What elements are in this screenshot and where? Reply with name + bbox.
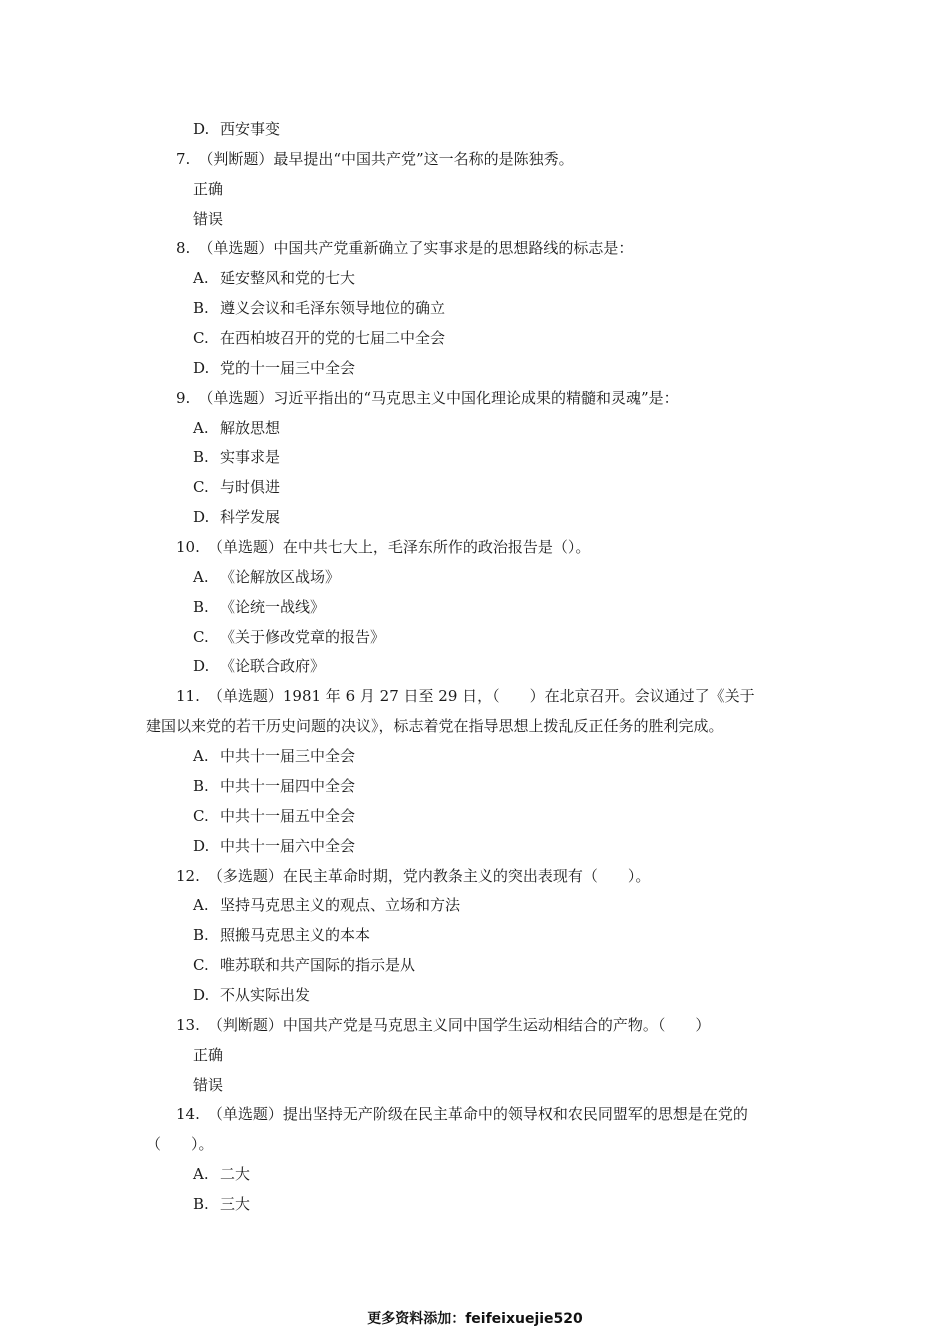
option-text: 中共十一届三中全会 bbox=[220, 747, 356, 765]
answer-option bbox=[193, 955, 415, 975]
option-letter: D. bbox=[193, 837, 210, 855]
question-text: （单选题）提出坚持无产阶级在民主革命中的领导权和农民同盟军的思想是在党的 bbox=[207, 1105, 748, 1123]
option-letter: B. bbox=[193, 448, 209, 466]
option-letter: D. bbox=[193, 508, 210, 526]
answer-option bbox=[193, 447, 280, 467]
option-text: 中共十一届四中全会 bbox=[220, 777, 356, 795]
question-text: （单选题）中国共产党重新确立了实事求是的思想路线的标志是： bbox=[198, 239, 634, 257]
option-letter: A. bbox=[193, 747, 209, 765]
option-letter: B. bbox=[193, 598, 209, 616]
option-letter: C. bbox=[193, 478, 209, 496]
option-text: 党的十一届三中全会 bbox=[220, 359, 356, 377]
answer-option bbox=[193, 268, 355, 288]
option-letter: D. bbox=[193, 657, 210, 675]
question-line bbox=[176, 1015, 710, 1035]
question-number: 7. bbox=[176, 150, 191, 168]
question-number: 11. bbox=[176, 687, 200, 705]
question-number: 10. bbox=[176, 538, 200, 556]
true-false-option: 正确 bbox=[193, 180, 224, 198]
true-false-option: 错误 bbox=[193, 1076, 224, 1094]
option-letter: D. bbox=[193, 986, 210, 1004]
question-text: （单选题）1981 年 6 月 27 日至 29 日，（ ）在北京召开。会议通过了《关于 bbox=[207, 687, 755, 705]
answer-option bbox=[193, 119, 280, 139]
true-false-option: 错误 bbox=[193, 210, 224, 228]
question-number: 9. bbox=[176, 389, 191, 407]
question-text: （单选题）习近平指出的“马克思主义中国化理论成果的精髓和灵魂”是： bbox=[198, 389, 679, 407]
true-false-option: 正确 bbox=[193, 1046, 224, 1064]
option-text: 照搬马克思主义的本本 bbox=[220, 926, 371, 944]
option-text: 中共十一届六中全会 bbox=[220, 837, 356, 855]
option-text: 《关于修改党章的报告》 bbox=[220, 628, 386, 646]
answer-option bbox=[193, 746, 355, 766]
answer-option bbox=[193, 358, 355, 378]
option-letter: C. bbox=[193, 807, 209, 825]
option-text: 西安事变 bbox=[220, 120, 281, 138]
option-letter: A. bbox=[193, 269, 209, 287]
option-text: 实事求是 bbox=[220, 448, 281, 466]
question-continuation: （ ）。 bbox=[146, 1135, 214, 1153]
question-text: （判断题）中国共产党是马克思主义同中国学生运动相结合的产物。（ ） bbox=[207, 1016, 711, 1034]
answer-option bbox=[193, 418, 280, 438]
option-text: 三大 bbox=[220, 1195, 251, 1213]
question-line bbox=[176, 238, 633, 258]
answer-option bbox=[193, 597, 325, 617]
question-line bbox=[176, 1104, 748, 1124]
option-letter: B. bbox=[193, 777, 209, 795]
option-letter: D. bbox=[193, 120, 210, 138]
question-number: 14. bbox=[176, 1105, 200, 1123]
option-letter: B. bbox=[193, 926, 209, 944]
option-text: 唯苏联和共产国际的指示是从 bbox=[220, 956, 416, 974]
option-letter: C. bbox=[193, 329, 209, 347]
question-line bbox=[176, 388, 679, 408]
footer-note: 更多资料添加：feifeixuejie520 bbox=[367, 1311, 583, 1327]
option-text: 《论解放区战场》 bbox=[220, 568, 341, 586]
question-text: （多选题）在民主革命时期，党内教条主义的突出表现有（ ）。 bbox=[207, 867, 651, 885]
answer-option bbox=[193, 477, 280, 497]
answer-option bbox=[193, 806, 355, 826]
option-letter: B. bbox=[193, 299, 209, 317]
option-text: 中共十一届五中全会 bbox=[220, 807, 356, 825]
question-line bbox=[176, 537, 590, 557]
option-letter: C. bbox=[193, 956, 209, 974]
answer-option bbox=[193, 627, 385, 647]
answer-option bbox=[193, 567, 340, 587]
option-letter: B. bbox=[193, 1195, 209, 1213]
option-text: 《论联合政府》 bbox=[220, 657, 326, 675]
option-text: 不从实际出发 bbox=[220, 986, 311, 1004]
option-text: 坚持马克思主义的观点、立场和方法 bbox=[220, 896, 461, 914]
option-text: 与时俱进 bbox=[220, 478, 281, 496]
option-text: 解放思想 bbox=[220, 419, 281, 437]
answer-option bbox=[193, 836, 355, 856]
question-text: （判断题）最早提出“中国共产党”这一名称的是陈独秀。 bbox=[198, 150, 574, 168]
option-text: 在西柏坡召开的党的七届二中全会 bbox=[220, 329, 446, 347]
answer-option bbox=[193, 1164, 250, 1184]
answer-option bbox=[193, 985, 310, 1005]
answer-option bbox=[193, 895, 460, 915]
option-letter: A. bbox=[193, 896, 209, 914]
answer-option bbox=[193, 298, 445, 318]
option-letter: D. bbox=[193, 359, 210, 377]
option-letter: A. bbox=[193, 1165, 209, 1183]
answer-option bbox=[193, 656, 325, 676]
question-number: 13. bbox=[176, 1016, 200, 1034]
option-text: 遵义会议和毛泽东领导地位的确立 bbox=[220, 299, 446, 317]
question-line bbox=[176, 686, 755, 706]
option-letter: C. bbox=[193, 628, 209, 646]
option-text: 科学发展 bbox=[220, 508, 281, 526]
option-letter: A. bbox=[193, 568, 209, 586]
option-text: 延安整风和党的七大 bbox=[220, 269, 356, 287]
answer-option bbox=[193, 507, 280, 527]
answer-option bbox=[193, 925, 370, 945]
answer-option bbox=[193, 776, 355, 796]
question-continuation: 建国以来党的若干历史问题的决议》，标志着党在指导思想上拨乱反正任务的胜利完成。 bbox=[146, 717, 724, 735]
option-text: 二大 bbox=[220, 1165, 251, 1183]
option-text: 《论统一战线》 bbox=[220, 598, 326, 616]
question-line bbox=[176, 149, 574, 169]
question-line bbox=[176, 866, 650, 886]
answer-option bbox=[193, 1194, 250, 1214]
answer-option bbox=[193, 328, 445, 348]
question-number: 12. bbox=[176, 867, 200, 885]
option-letter: A. bbox=[193, 419, 209, 437]
question-number: 8. bbox=[176, 239, 191, 257]
question-text: （单选题）在中共七大上，毛泽东所作的政治报告是（）。 bbox=[207, 538, 591, 556]
